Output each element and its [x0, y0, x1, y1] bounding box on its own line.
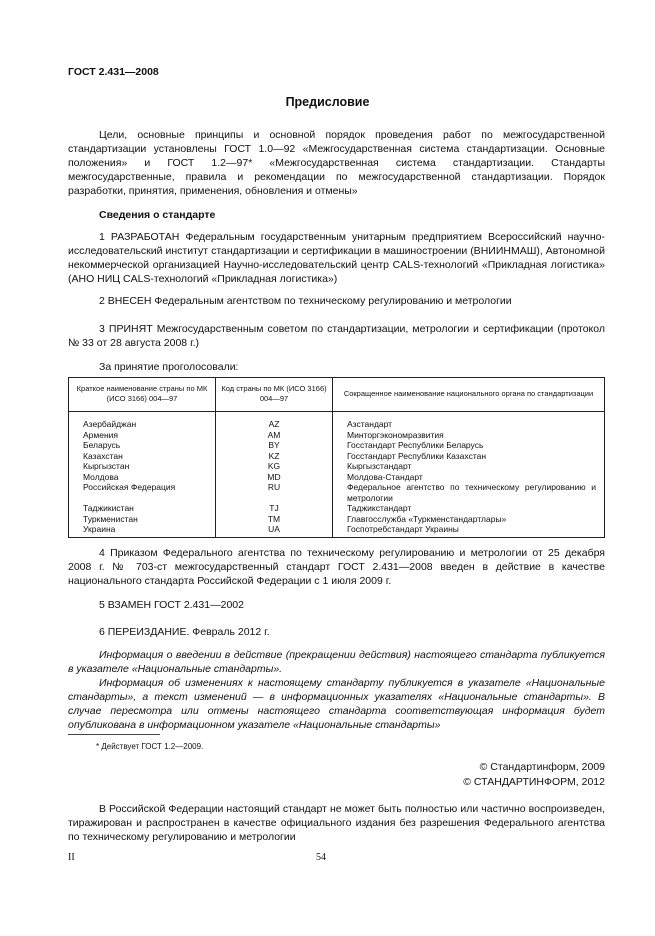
table-header-row — [69, 378, 605, 412]
item-5 — [68, 598, 605, 612]
table-cell-country: Украина — [69, 524, 216, 537]
table-header-country: Краткое наименование страны по МК (ИСО 3166) 004—97 — [69, 378, 216, 412]
table-cell-body: Госпотребстандарт Украины — [333, 524, 605, 537]
table-row — [69, 412, 605, 430]
item-1-text: 1 РАЗРАБОТАН Федеральным государственным унитарным предприятием Всероссийский научно-исследовательский институт стандартизации и сертификации в машиностроении (ВНИИНМАШ), Автономной некоммерческой организацией Научно-исследовательский центр CALS-технологий «Прикладная логистика» (АНО НИЦ CALS-технологий «Прикладная логистика») — [68, 231, 605, 285]
table-cell-code: KG — [216, 461, 333, 472]
info-heading — [68, 208, 605, 222]
table-row — [69, 482, 605, 503]
table-cell-country: Беларусь — [69, 440, 216, 451]
table-cell-country: Кыргызстан — [69, 461, 216, 472]
table-cell-body: Минторгэкономразвития — [333, 430, 605, 441]
table-cell-country: Армения — [69, 430, 216, 441]
reproduction-notice-text: В Российской Федерации настоящий стандарт не может быть полностью или частично воспроизведен, тиражирован и распространен в качестве официального издания без разрешения Федерального агентства по техническому регулированию и метрологии — [68, 803, 605, 843]
table-cell-country: Российская Федерация — [69, 482, 216, 503]
item-2-text: 2 ВНЕСЕН Федеральным агентством по техническому регулированию и метрологии — [99, 295, 512, 307]
page-number: 54 — [316, 852, 326, 863]
table-cell-country: Таджикистан — [69, 503, 216, 514]
info-1-text: Информация о введении в действие (прекращении действия) настоящего стандарта публикуется в указателе «Национальные стандарты». — [68, 649, 605, 675]
table-cell-code: AM — [216, 430, 333, 441]
item-4 — [68, 546, 605, 588]
item-3-text: 3 ПРИНЯТ Межгосударственным советом по стандартизации, метрологии и сертификации (протокол № 33 от 28 августа 2008 г.) — [68, 323, 605, 349]
intro-text: Цели, основные принципы и основной порядок проведения работ по межгосударственной стандартизации установлены ГОСТ 1.0—92 «Межгосударственная система стандартизации. Основные положения» и ГОСТ 1.2—97* «Межгосударственная система стандартизации. Стандарты межгосударственные, правила и рекомендации по межгосударственной стандартизации. Порядок разработки, принятия, применения, обновления и отмены» — [68, 129, 605, 197]
copyright-2012: © СТАНДАРТИНФОРМ, 2012 — [463, 776, 605, 788]
item-2 — [68, 294, 605, 308]
table-cell-code: MD — [216, 472, 333, 483]
table-cell-code: KZ — [216, 451, 333, 462]
item-6-text: 6 ПЕРЕИЗДАНИЕ. Февраль 2012 г. — [99, 626, 270, 638]
table-cell-body: Госстандарт Республики Беларусь — [333, 440, 605, 451]
table-row — [69, 514, 605, 525]
table-cell-code: RU — [216, 482, 333, 503]
page-title: Предисловие — [285, 95, 370, 109]
page-roman-numeral: II — [68, 852, 75, 863]
item-3 — [68, 322, 605, 350]
table-cell-body: Таджикстандарт — [333, 503, 605, 514]
item-6 — [68, 625, 605, 639]
table-cell-country: Азербайджан — [69, 412, 216, 430]
table-row — [69, 472, 605, 483]
table-cell-body: Азстандарт — [333, 412, 605, 430]
intro-paragraph — [68, 128, 605, 198]
table-cell-body: Главгосслужба «Туркменстандартлары» — [333, 514, 605, 525]
table-cell-code: TJ — [216, 503, 333, 514]
footnote: * Действует ГОСТ 1.2—2009. — [96, 742, 204, 751]
table-cell-code: TM — [216, 514, 333, 525]
copyright-2009: © Стандартинформ, 2009 — [479, 761, 605, 773]
table-cell-body: Госстандарт Республики Казахстан — [333, 451, 605, 462]
table-header-body: Сокращенное наименование национального органа по стандартизации — [333, 378, 605, 412]
info-2-text: Информация об изменениях к настоящему стандарту публикуется в указателе «Национальные стандарты», а текст изменений — в информационных указателях «Национальные стандарты». В случае пересмотра или отмены настоящего стандарта соответствующая информация будет опубликована в информационном указателе «Национальные стандарты» — [68, 677, 605, 731]
table-cell-code: BY — [216, 440, 333, 451]
table-cell-body: Кыргызстандарт — [333, 461, 605, 472]
table-cell-code: UA — [216, 524, 333, 537]
table-row — [69, 461, 605, 472]
table-header-code: Код страны по МК (ИСО 3166) 004—97 — [216, 378, 333, 412]
table-row — [69, 430, 605, 441]
info-block — [68, 648, 605, 732]
item-1 — [68, 230, 605, 286]
table-cell-body: Федеральное агентство по техническому регулированию и метрологии — [333, 482, 605, 503]
item-5-text: 5 ВЗАМЕН ГОСТ 2.431—2002 — [99, 599, 244, 611]
table-cell-body: Молдова-Стандарт — [333, 472, 605, 483]
voted-label — [68, 360, 605, 374]
table-cell-country: Туркменистан — [69, 514, 216, 525]
table-cell-country: Казахстан — [69, 451, 216, 462]
document-id: ГОСТ 2.431—2008 — [68, 66, 159, 78]
footnote-divider — [68, 734, 160, 735]
table-row — [69, 451, 605, 462]
voting-table — [68, 377, 605, 538]
reproduction-notice — [68, 802, 605, 844]
voted-label-text: За принятие проголосовали: — [99, 361, 239, 373]
table-cell-code: AZ — [216, 412, 333, 430]
table-row — [69, 503, 605, 514]
info-heading-text: Сведения о стандарте — [99, 209, 216, 221]
item-4-text: 4 Приказом Федерального агентства по техническому регулированию и метрологии от 25 декабря 2008 г. № 703-ст межгосударственный стандарт ГОСТ 2.431—2008 введен в действие в качестве национального стандарта Российской Федерации с 1 июля 2009 г. — [68, 547, 605, 587]
table-row — [69, 524, 605, 537]
table-cell-country: Молдова — [69, 472, 216, 483]
table-row — [69, 440, 605, 451]
